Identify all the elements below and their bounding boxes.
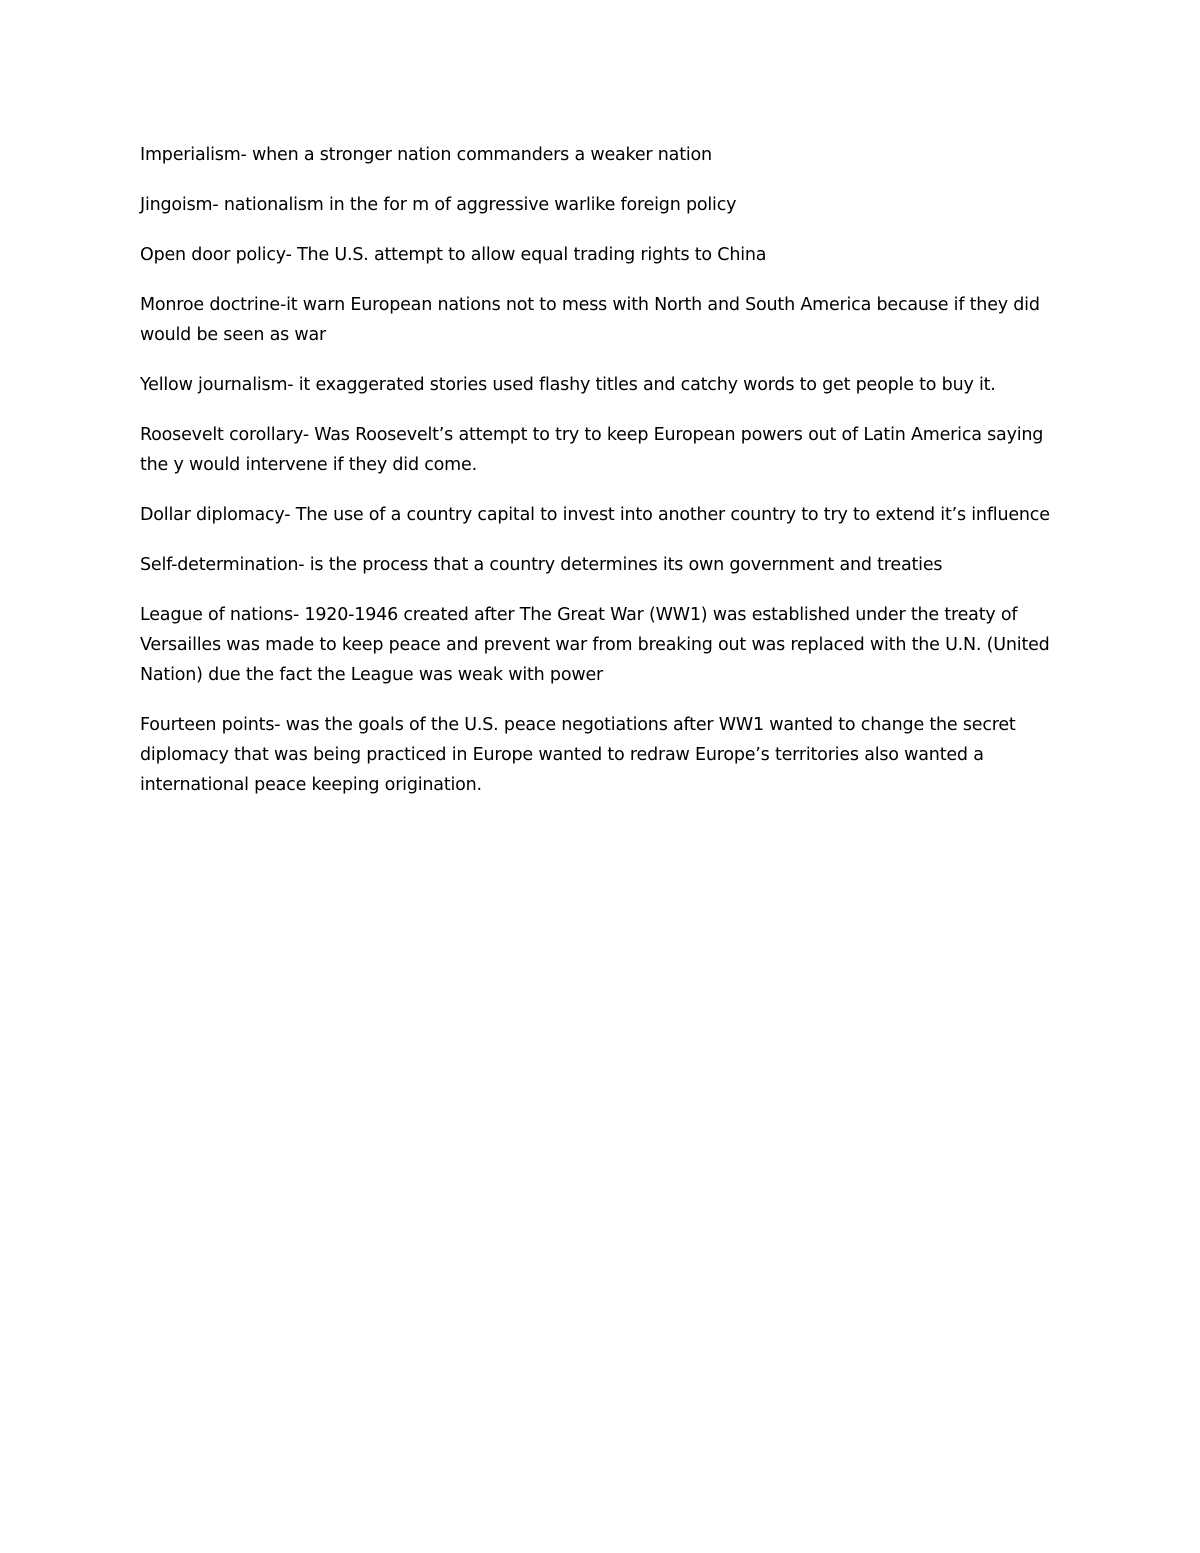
entry-self-determination: Self-determination- is the process that a country determines its own government and treaties bbox=[140, 555, 943, 575]
entry-roosevelt-corollary: Roosevelt corollary- Was Roosevelt’s attempt to try to keep European powers out of Latin America saying the y would intervene if they did come. bbox=[140, 425, 1044, 475]
entry-jingoism: Jingoism- nationalism in the for m of aggressive warlike foreign policy bbox=[140, 195, 737, 215]
entry-yellow-journalism: Yellow journalism- it exaggerated stories used flashy titles and catchy words to get people to buy it. bbox=[140, 375, 996, 395]
entry-imperialism: Imperialism- when a stronger nation commanders a weaker nation bbox=[140, 145, 712, 165]
entry-open-door-policy: Open door policy- The U.S. attempt to allow equal trading rights to China bbox=[140, 245, 767, 265]
entry-league-of-nations: League of nations- 1920-1946 created after The Great War (WW1) was established under the treaty of Versailles was made to keep peace and prevent war from breaking out was replaced with the U.N. (United Nation) due the fact the League was weak with power bbox=[140, 605, 1050, 685]
document-body bbox=[140, 140, 1060, 820]
entry-dollar-diplomacy: Dollar diplomacy- The use of a country capital to invest into another country to try to extend it’s influence bbox=[140, 505, 1050, 525]
entry-monroe-doctrine: Monroe doctrine-it warn European nations not to mess with North and South America because if they did would be seen as war bbox=[140, 295, 1040, 345]
entry-fourteen-points: Fourteen points- was the goals of the U.S. peace negotiations after WW1 wanted to change the secret diplomacy that was being practiced in Europe wanted to redraw Europe’s territories also wanted a international peace keeping origination. bbox=[140, 715, 1016, 795]
